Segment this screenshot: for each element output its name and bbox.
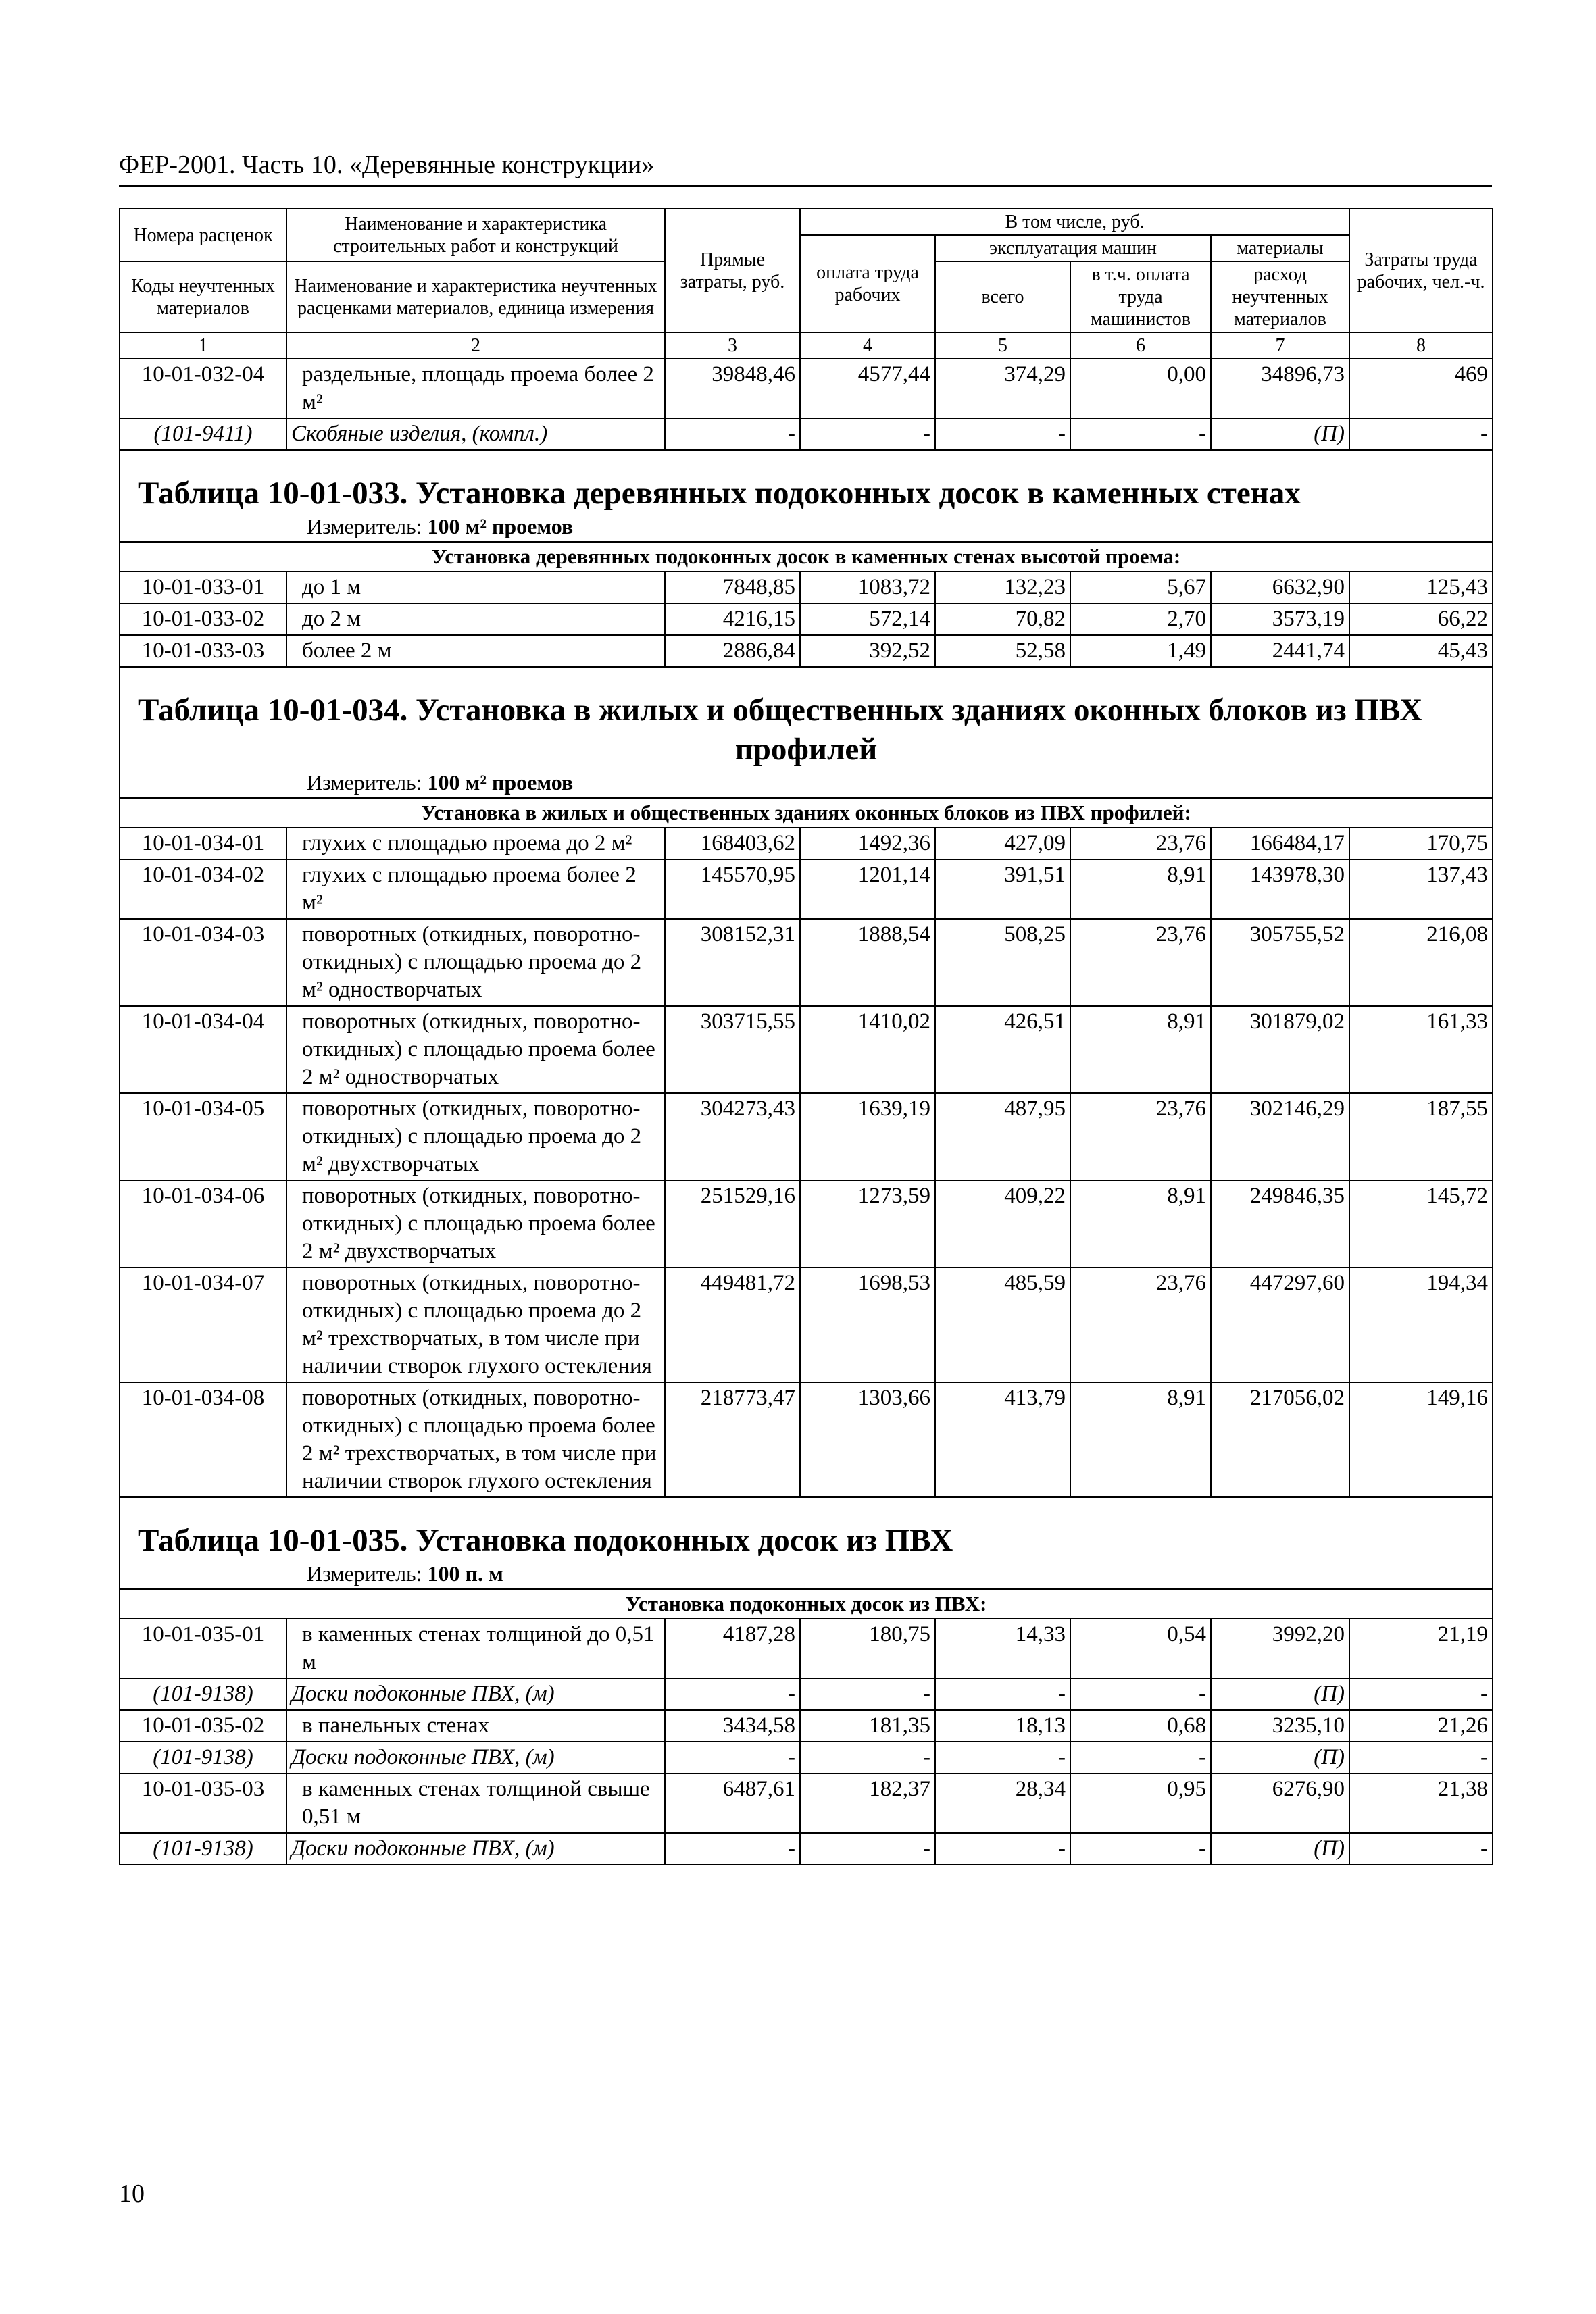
cell-value: 45,43 <box>1349 635 1493 667</box>
col4-header: оплата труда рабочих <box>800 235 935 332</box>
rate-name: до 1 м <box>286 572 665 603</box>
rate-code: 10-01-035-02 <box>120 1710 286 1742</box>
rate-name: поворотных (откидных, поворотно-откидных) с площадью проема до 2 м² двухстворчатых <box>286 1093 665 1180</box>
rates-table <box>119 208 1493 1865</box>
col2-header-top: Наименование и характеристика строительных работ и конструкций <box>286 209 665 261</box>
col-number: 3 <box>665 332 800 359</box>
cell-value: - <box>665 418 800 450</box>
table-row <box>120 919 1493 1006</box>
cell-value: 0,54 <box>1070 1619 1211 1678</box>
cell-value: 251529,16 <box>665 1180 800 1267</box>
cell-value: - <box>1349 1742 1493 1774</box>
material-code: (101-9138) <box>120 1833 286 1865</box>
cell-value: 143978,30 <box>1211 859 1349 919</box>
cell-value: 4216,15 <box>665 603 800 635</box>
cell-value: 70,82 <box>935 603 1070 635</box>
table-row <box>120 1006 1493 1093</box>
col-number: 8 <box>1349 332 1493 359</box>
meter-value: 100 м² проемов <box>427 770 574 795</box>
cell-value: 137,43 <box>1349 859 1493 919</box>
rate-code: 10-01-034-07 <box>120 1267 286 1382</box>
section-heading: Установка в жилых и общественных зданиях оконных блоков из ПВХ профилей: <box>120 798 1493 828</box>
cell-value: 485,59 <box>935 1267 1070 1382</box>
cell-value: 23,76 <box>1070 1267 1211 1382</box>
cell-value: 1201,14 <box>800 859 935 919</box>
cell-value: 303715,55 <box>665 1006 800 1093</box>
cell-value: 187,55 <box>1349 1093 1493 1180</box>
cell-value: (П) <box>1211 418 1349 450</box>
table-title-row <box>120 667 1493 798</box>
col5-header: всего <box>935 261 1070 332</box>
cell-value: 374,29 <box>935 359 1070 418</box>
cell-value: - <box>665 1742 800 1774</box>
cell-value: - <box>1349 1678 1493 1710</box>
cell-value: 301879,02 <box>1211 1006 1349 1093</box>
cell-value: 6276,90 <box>1211 1774 1349 1833</box>
cell-value: 66,22 <box>1349 603 1493 635</box>
cell-value: 1639,19 <box>800 1093 935 1180</box>
cell-value: 21,19 <box>1349 1619 1493 1678</box>
material-code: (101-9411) <box>120 418 286 450</box>
cell-value: 168403,62 <box>665 828 800 859</box>
rate-code: 10-01-032-04 <box>120 359 286 418</box>
machines-header: эксплуатация машин <box>935 235 1211 261</box>
cell-value: 1492,36 <box>800 828 935 859</box>
rate-name: более 2 м <box>286 635 665 667</box>
cell-value: 308152,31 <box>665 919 800 1006</box>
cell-value: 6487,61 <box>665 1774 800 1833</box>
col6-header: в т.ч. оплата труда машинистов <box>1070 261 1211 332</box>
meter <box>124 1560 1488 1587</box>
material-code: (101-9138) <box>120 1742 286 1774</box>
col-number: 7 <box>1211 332 1349 359</box>
page-number: 10 <box>119 2180 145 2208</box>
col1-header-top: Номера расценок <box>120 209 286 261</box>
cell-value: 305755,52 <box>1211 919 1349 1006</box>
cell-value: - <box>1070 1742 1211 1774</box>
table-row <box>120 635 1493 667</box>
cell-value: - <box>800 1742 935 1774</box>
rate-name: поворотных (откидных, поворотно-откидных) с площадью проема до 2 м² одностворчатых <box>286 919 665 1006</box>
cell-value: 1410,02 <box>800 1006 935 1093</box>
cell-value: 5,67 <box>1070 572 1211 603</box>
col-number: 4 <box>800 332 935 359</box>
cell-value: 409,22 <box>935 1180 1070 1267</box>
cell-value: 166484,17 <box>1211 828 1349 859</box>
table-row <box>120 1619 1493 1678</box>
meter-label: Измеритель: <box>307 770 422 795</box>
cell-value: 3434,58 <box>665 1710 800 1742</box>
cell-value: 469 <box>1349 359 1493 418</box>
cell-value: 413,79 <box>935 1382 1070 1497</box>
cell-value: - <box>935 1678 1070 1710</box>
rate-name: в каменных стенах толщиной свыше 0,51 м <box>286 1774 665 1833</box>
table-title: Таблица 10-01-035. Установка подоконных досок из ПВХ <box>138 1523 953 1558</box>
cell-value: 1888,54 <box>800 919 935 1006</box>
cell-value: 28,34 <box>935 1774 1070 1833</box>
meter-label: Измеритель: <box>307 514 422 538</box>
cell-value: - <box>800 1833 935 1865</box>
cell-value: 0,68 <box>1070 1710 1211 1742</box>
rate-code: 10-01-033-01 <box>120 572 286 603</box>
rate-name: до 2 м <box>286 603 665 635</box>
table-row <box>120 1710 1493 1742</box>
cell-value: 426,51 <box>935 1006 1070 1093</box>
cell-value: - <box>935 1833 1070 1865</box>
cell-value: (П) <box>1211 1678 1349 1710</box>
rate-name: в каменных стенах толщиной до 0,51 м <box>286 1619 665 1678</box>
rate-name: поворотных (откидных, поворотно-откидных) с площадью проема более 2 м² одностворчатых <box>286 1006 665 1093</box>
cell-value: - <box>1349 1833 1493 1865</box>
cell-value: 149,16 <box>1349 1382 1493 1497</box>
rate-name: глухих с площадью проема до 2 м² <box>286 828 665 859</box>
material-name: Скобяные изделия, (компл.) <box>286 418 665 450</box>
table-row <box>120 1774 1493 1833</box>
cell-value: - <box>665 1833 800 1865</box>
table-title-row <box>120 1497 1493 1589</box>
cell-value: - <box>935 418 1070 450</box>
material-code: (101-9138) <box>120 1678 286 1710</box>
cell-value: (П) <box>1211 1833 1349 1865</box>
cell-value: 6632,90 <box>1211 572 1349 603</box>
material-name: Доски подоконные ПВХ, (м) <box>286 1742 665 1774</box>
cell-value: 2886,84 <box>665 635 800 667</box>
col-number: 6 <box>1070 332 1211 359</box>
cell-value: 8,91 <box>1070 1180 1211 1267</box>
cell-value: 21,38 <box>1349 1774 1493 1833</box>
material-row <box>120 1742 1493 1774</box>
cell-value: - <box>1070 418 1211 450</box>
cell-value: 161,33 <box>1349 1006 1493 1093</box>
material-name: Доски подоконные ПВХ, (м) <box>286 1833 665 1865</box>
cell-value: 14,33 <box>935 1619 1070 1678</box>
material-row <box>120 418 1493 450</box>
cell-value: 3573,19 <box>1211 603 1349 635</box>
main-content <box>119 208 1492 1865</box>
cell-value: 1,49 <box>1070 635 1211 667</box>
cell-value: 0,95 <box>1070 1774 1211 1833</box>
cell-value: - <box>1070 1678 1211 1710</box>
cell-value: 217056,02 <box>1211 1382 1349 1497</box>
cell-value: 447297,60 <box>1211 1267 1349 1382</box>
table-title: Таблица 10-01-033. Установка деревянных подоконных досок в каменных стенах <box>138 476 1301 511</box>
meter <box>124 513 1488 540</box>
rate-name: в панельных стенах <box>286 1710 665 1742</box>
rate-code: 10-01-035-03 <box>120 1774 286 1833</box>
rate-name: раздельные, площадь проема более 2 м² <box>286 359 665 418</box>
meter-value: 100 п. м <box>427 1561 503 1586</box>
cell-value: 302146,29 <box>1211 1093 1349 1180</box>
cell-value: 218773,47 <box>665 1382 800 1497</box>
material-name: Доски подоконные ПВХ, (м) <box>286 1678 665 1710</box>
cell-value: 427,09 <box>935 828 1070 859</box>
cell-value: 182,37 <box>800 1774 935 1833</box>
cell-value: 2441,74 <box>1211 635 1349 667</box>
cell-value: 23,76 <box>1070 1093 1211 1180</box>
rate-name: поворотных (откидных, поворотно-откидных) с площадью проема более 2 м² двухстворчатых <box>286 1180 665 1267</box>
cell-value: 125,43 <box>1349 572 1493 603</box>
cell-value: 1698,53 <box>800 1267 935 1382</box>
cell-value: 181,35 <box>800 1710 935 1742</box>
cell-value: 249846,35 <box>1211 1180 1349 1267</box>
table-title-row <box>120 450 1493 542</box>
materials-header: материалы <box>1211 235 1349 261</box>
cell-value: 8,91 <box>1070 859 1211 919</box>
col2-header-bottom: Наименование и характеристика неучтенных расценками материалов, единица измерения <box>286 261 665 332</box>
cell-value: 23,76 <box>1070 919 1211 1006</box>
cell-value: 0,00 <box>1070 359 1211 418</box>
table-row <box>120 828 1493 859</box>
rate-code: 10-01-033-02 <box>120 603 286 635</box>
cell-value: 4187,28 <box>665 1619 800 1678</box>
cell-value: 3235,10 <box>1211 1710 1349 1742</box>
cell-value: - <box>935 1742 1070 1774</box>
material-row <box>120 1678 1493 1710</box>
rate-code: 10-01-034-05 <box>120 1093 286 1180</box>
cell-value: - <box>800 1678 935 1710</box>
rate-name: глухих с площадью проема более 2 м² <box>286 859 665 919</box>
cell-value: 216,08 <box>1349 919 1493 1006</box>
cell-value: 2,70 <box>1070 603 1211 635</box>
section-row <box>120 1589 1493 1619</box>
material-row <box>120 1833 1493 1865</box>
col-number: 5 <box>935 332 1070 359</box>
cell-value: 304273,43 <box>665 1093 800 1180</box>
cell-value: 39848,46 <box>665 359 800 418</box>
cell-value: - <box>1349 418 1493 450</box>
meter-value: 100 м² проемов <box>427 514 574 538</box>
col8-header: Затраты труда рабочих, чел.-ч. <box>1349 209 1493 332</box>
rate-code: 10-01-034-03 <box>120 919 286 1006</box>
cell-value: 572,14 <box>800 603 935 635</box>
cell-value: 194,34 <box>1349 1267 1493 1382</box>
cell-value: 170,75 <box>1349 828 1493 859</box>
rate-code: 10-01-034-02 <box>120 859 286 919</box>
header-rule <box>119 185 1492 187</box>
cell-value: 4577,44 <box>800 359 935 418</box>
cell-value: 3992,20 <box>1211 1619 1349 1678</box>
meter-label: Измеритель: <box>307 1561 422 1586</box>
col-number: 2 <box>286 332 665 359</box>
table-row <box>120 1267 1493 1382</box>
column-header-row-1 <box>120 209 1493 235</box>
rate-code: 10-01-033-03 <box>120 635 286 667</box>
meter <box>124 769 1488 796</box>
rate-code: 10-01-034-08 <box>120 1382 286 1497</box>
cell-value: 391,51 <box>935 859 1070 919</box>
cell-value: 1273,59 <box>800 1180 935 1267</box>
table-row <box>120 572 1493 603</box>
col1-header-bottom: Коды неучтенных материалов <box>120 261 286 332</box>
col-number: 1 <box>120 332 286 359</box>
cell-value: - <box>1070 1833 1211 1865</box>
cell-value: 18,13 <box>935 1710 1070 1742</box>
table-row <box>120 1093 1493 1180</box>
cell-value: 1303,66 <box>800 1382 935 1497</box>
cell-value: 508,25 <box>935 919 1070 1006</box>
cell-value: 132,23 <box>935 572 1070 603</box>
cell-value: 145,72 <box>1349 1180 1493 1267</box>
cell-value: - <box>800 418 935 450</box>
section-heading: Установка подоконных досок из ПВХ: <box>120 1589 1493 1619</box>
col3-header: Прямые затраты, руб. <box>665 209 800 332</box>
section-heading: Установка деревянных подоконных досок в каменных стенах высотой проема: <box>120 542 1493 572</box>
cell-value: 23,76 <box>1070 828 1211 859</box>
column-number-row <box>120 332 1493 359</box>
cell-value: 180,75 <box>800 1619 935 1678</box>
table-row <box>120 859 1493 919</box>
cell-value: 21,26 <box>1349 1710 1493 1742</box>
table-title-continued: профилей <box>734 732 878 767</box>
included-header: В том числе, руб. <box>800 209 1349 235</box>
cell-value: - <box>665 1678 800 1710</box>
cell-value: 8,91 <box>1070 1006 1211 1093</box>
table-row <box>120 359 1493 418</box>
table-row <box>120 603 1493 635</box>
cell-value: 34896,73 <box>1211 359 1349 418</box>
rate-code: 10-01-034-01 <box>120 828 286 859</box>
rate-name: поворотных (откидных, поворотно-откидных) с площадью проема более 2 м² трехстворчатых, в том числе при наличии створок глухого остекления <box>286 1382 665 1497</box>
cell-value: (П) <box>1211 1742 1349 1774</box>
running-header: ФЕР-2001. Часть 10. «Деревянные конструкции» <box>119 151 655 179</box>
table-row <box>120 1382 1493 1497</box>
cell-value: 8,91 <box>1070 1382 1211 1497</box>
table-title: Таблица 10-01-034. Установка в жилых и общественных зданиях оконных блоков из ПВХ <box>138 693 1423 728</box>
rate-code: 10-01-035-01 <box>120 1619 286 1678</box>
table-row <box>120 1180 1493 1267</box>
section-row <box>120 542 1493 572</box>
rate-code: 10-01-034-04 <box>120 1006 286 1093</box>
cell-value: 52,58 <box>935 635 1070 667</box>
cell-value: 7848,85 <box>665 572 800 603</box>
section-row <box>120 798 1493 828</box>
col7-header: расход неучтенных материалов <box>1211 261 1349 332</box>
cell-value: 145570,95 <box>665 859 800 919</box>
cell-value: 449481,72 <box>665 1267 800 1382</box>
rate-name: поворотных (откидных, поворотно-откидных) с площадью проема до 2 м² трехстворчатых, в том числе при наличии створок глухого остекления <box>286 1267 665 1382</box>
rate-code: 10-01-034-06 <box>120 1180 286 1267</box>
cell-value: 487,95 <box>935 1093 1070 1180</box>
cell-value: 392,52 <box>800 635 935 667</box>
cell-value: 1083,72 <box>800 572 935 603</box>
